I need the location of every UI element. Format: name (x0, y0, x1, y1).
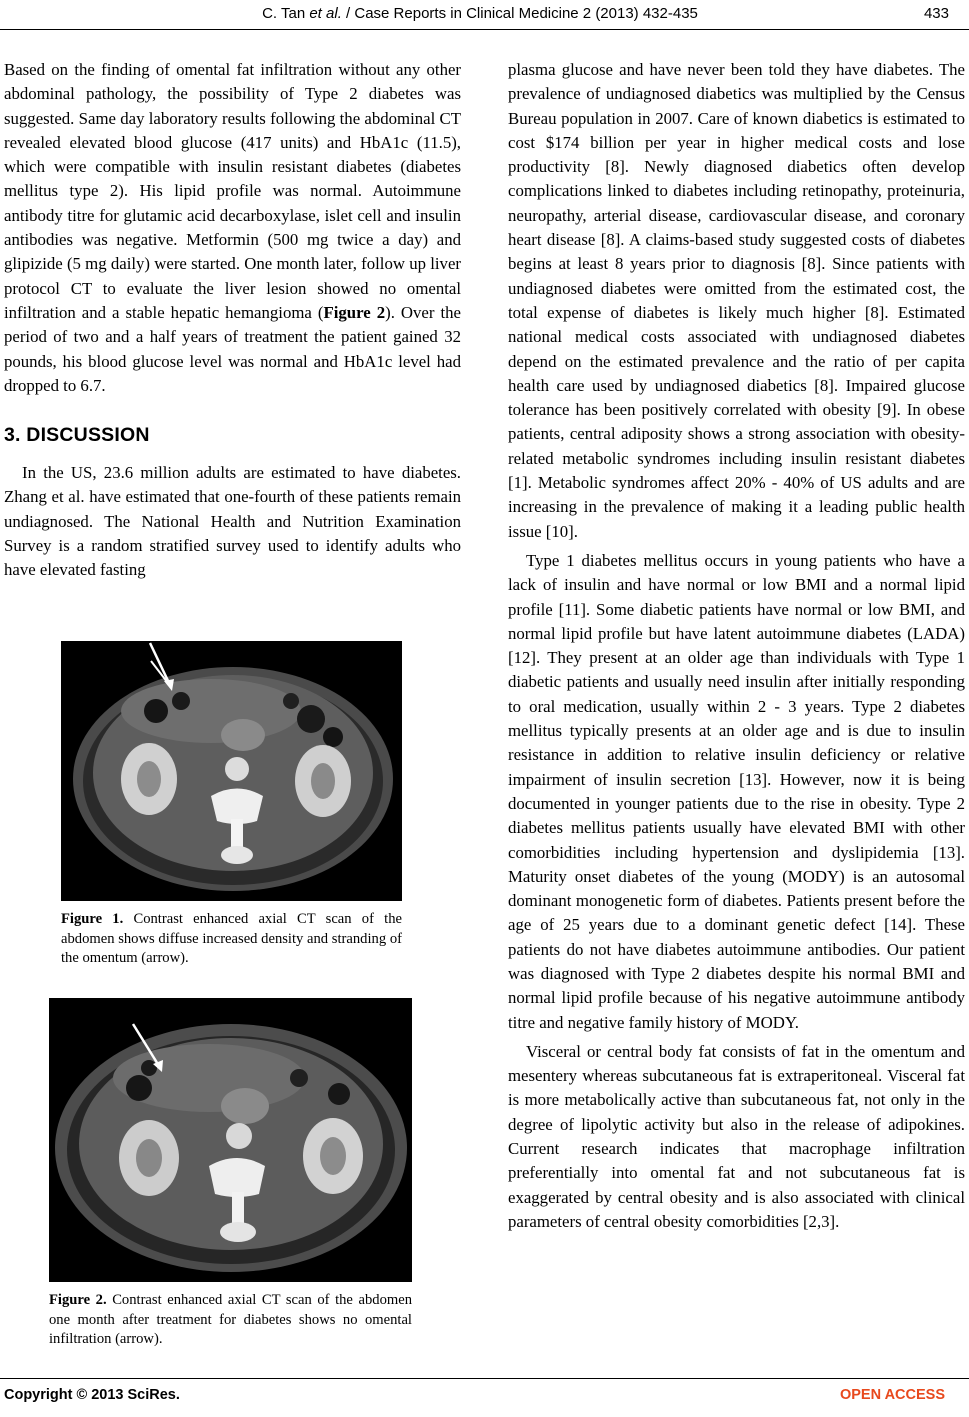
figure-reference: Figure 2 (323, 302, 386, 322)
et-al: et al. (309, 5, 342, 22)
ct-scan-graphic-2 (49, 998, 412, 1282)
arrow-icon (129, 1022, 189, 1082)
right-column (508, 58, 965, 1234)
page-footer (0, 1383, 969, 1409)
open-access-label: OPEN ACCESS (839, 1387, 945, 1403)
ct-scan-image-1 (61, 641, 402, 901)
body-paragraph: Type 1 diabetes mellitus occurs in young patients who have a lack of insulin and have normal or low BMI and a normal lipid profile [11]. Some diabetic patients have normal or low BMI, and normal lipid profile but have latent autoimmune diabetes (LADA) [12]. They present at an older age than individuals with Type 1 diabetic patients and usually need insulin after initially responding to oral medication, usually within 2 - 3 years. Type 2 diabetes mellitus typically presents at an older age and is due to insulin resistance in addition to relative insulin deficiency or relative impairment of insulin secretion [13]. However, now it is being documented in younger patients due to the rise in obesity. Type 2 diabetes mellitus patients usually have elevated BMI with other comorbidities including hypertension and dyslipidemia [13]. Maturity onset diabetes of the young (MODY) is an autosomal dominant monogenetic form of diabetes. Patients present before the age of 25 years due to a dominant genetic defect [14]. These patients do not have diabetes autoimmune antibodies. Our patient was diagnosed with Type 2 diabetes despite his normal BMI and normal lipid profile because of his negative autoimmune antibody titre and negative family history of MODY. (508, 550, 965, 1032)
body-paragraph: plasma glucose and have never been told they have diabetes. The prevalence of undiagnosed diabetics was multiplied by the Census Bureau population in 2007. Care of known diabetics is estimated to cost $174 billion per year in higher medical costs and lose productivity [8]. Newly diagnosed diabetics often develop complications linked to diabetes including retinopathy, proteinuria, neuropathy, arterial disease, cardiovascular disease, and coronary heart disease [8]. A claims-based study suggested costs of diabetes begins at least 8 years prior to diagnosis [8]. Since patients with undiagnosed diabetes were omitted from the estimated cost, the total expense of diabetes is likely much higher [8]. Estimated national medical costs associated with undiagnosed diabetes depend on the estimated prevalence and the ratio of per capita health care used by undiagnosed diabetics [8]. Impaired glucose tolerance has been positively correlated with obesity [9]. In obese patients, central adiposity shows a strong association with obesity-related metabolic syndromes including insulin resistant diabetes [1]. Metabolic syndromes affect 20% - 40% of US adults and are increasing in the prevalence of making it a leading public health issue [10]. (508, 60, 965, 541)
figure-2 (49, 998, 412, 1350)
copyright-notice: Copyright © 2013 SciRes. (4, 1387, 180, 1403)
ct-scan-image-2 (49, 998, 412, 1282)
body-paragraph: In the US, 23.6 million adults are estimated to have diabetes. Zhang et al. have estimated that one-fourth of these patients remain undiagnosed. The National Health and Nutrition Examination Survey is a random stratified survey used to identify adults who have elevated fasting (4, 463, 461, 580)
left-column (4, 58, 461, 583)
figure-2-label: Figure 2. (49, 1292, 107, 1308)
ct-scan-graphic-1 (61, 641, 402, 901)
figure-1-label: Figure 1. (61, 911, 124, 927)
figure-2-caption: Figure 2. Contrast enhanced axial CT scan of the abdomen one month after treatment for diabetes shows no omental infiltration (arrow). (49, 1292, 412, 1347)
body-paragraph: Based on the finding of omental fat infiltration without any other abdominal pathology, the possibility of Type 2 diabetes was suggested. Same day laboratory results following the abdominal CT revealed elevated blood glucose (417 units) and HbA1c (11.5), which were compatible with insulin resistant diabetes (diabetes mellitus type 2). His lipid profile was normal. Autoimmune antibody titre for glutamic acid decarboxylase, islet cell and insulin antibodies was negative. Metformin (500 mg twice a day) and glipizide (5 mg daily) were started. One month later, follow up liver protocol CT to evaluate the liver lesion showed no omental infiltration and a stable hepatic hemangioma (Figure 2). Over the period of two and a half years of treatment the patient gained 32 pounds, his blood glucose level was normal and HbA1c level had dropped to 6.7. (4, 60, 461, 395)
arrow-icon (146, 641, 206, 701)
running-header (0, 3, 969, 29)
figure-1 (61, 641, 402, 969)
body-paragraph: Visceral or central body fat consists of fat in the omentum and mesentery whereas subcutaneous fat is extraperitoneal. Visceral fat is more metabolically active than subcutaneous fat, not only in the degree of lipolytic activity but also in the release of adipokines. Current research indicates that macrophage infiltration preferentially into omental fat and not subcutaneous fat is exaggerated by central obesity and is also associated with clinical parameters of central obesity comorbidities [2,3]. (508, 1041, 965, 1231)
section-heading-discussion: 3. DISCUSSION (4, 424, 150, 447)
page-number: 433 (923, 5, 949, 22)
header-rule (0, 29, 969, 30)
figure-1-caption: Figure 1. Contrast enhanced axial CT scan of the abdomen shows diffuse increased density and stranding of the omentum (arrow). (61, 911, 402, 966)
footer-rule (0, 1378, 969, 1379)
journal-citation: C. Tan et al. / Case Reports in Clinical Medicine 2 (2013) 432-435 (262, 5, 698, 22)
